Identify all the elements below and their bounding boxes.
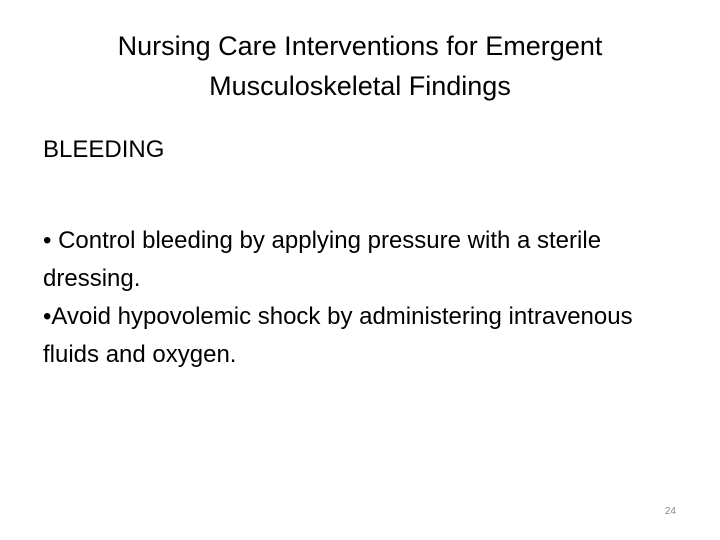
bullet-list xyxy=(43,222,683,374)
slide-title-line-1: Nursing Care Interventions for Emergent xyxy=(117,31,603,61)
bullet-item: •Avoid hypovolemic shock by administering intravenous fluids and oxygen. xyxy=(43,303,633,368)
bullet-item: • Control bleeding by applying pressure with a sterile dressing. xyxy=(43,227,602,292)
page-number: 24 xyxy=(664,506,676,517)
slide-title-line-2: Musculoskeletal Findings xyxy=(209,71,511,101)
slide-title xyxy=(36,26,684,106)
section-heading: BLEEDING xyxy=(43,136,165,163)
